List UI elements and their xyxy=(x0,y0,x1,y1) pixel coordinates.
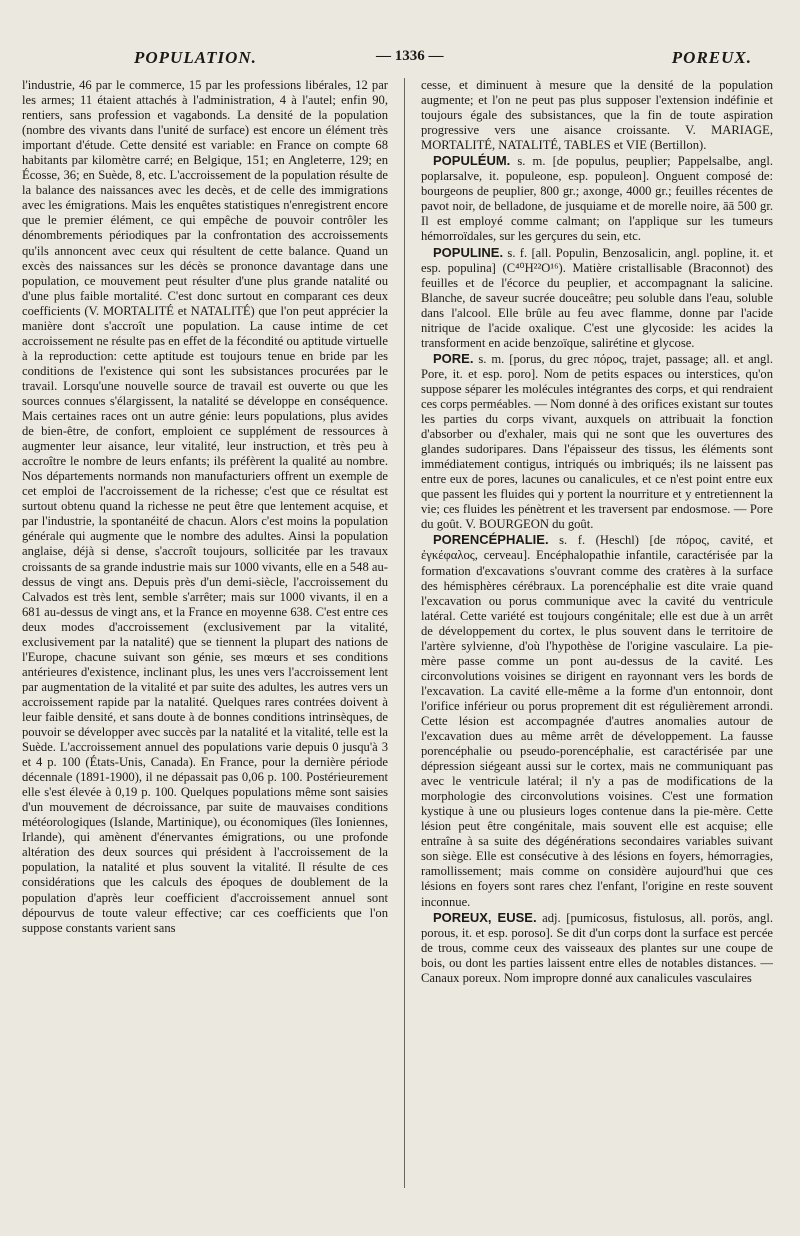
page-number: — 1336 — xyxy=(376,48,444,64)
population-entry-end: cesse, et diminuent à mesure que la densité de la population augmente; et l'on ne peut pas plus supposer l'extension indéfinie et toujours égale des subsistances, que la fin de toute aspiration progressive vers une aisance croissante. V. MARIAGE, MORTALITÉ, NATALITÉ, TABLES et VIE (Bertillon). xyxy=(421,78,773,153)
entry-text-pore: s. m. [porus, du grec πόρος, trajet, passage; all. et angl. Pore, it. et esp. poro]. Nom de petits espaces ou interstices, qu'on suppose séparer les molécules intégrantes des corps, et qui rendraient ces corps perméables. — Nom donné à des orifices existant sur toutes les parties du corps vivant, auxquels on attribuait la fonction d'absorber ou d'exhaler, mais qui ne sont que les ouvertures des glandes sudoripares. Dans l'épaisseur des tissus, les éléments sont immédiatement contigus, intriqués ou imbriqués; ils ne laissent pas entre eux de pores, lacunes ou canalicules, et ce n'est point entre eux que passent les fluides qui y portent la nourriture et y entretiennent la vie; ces fluides les pénètrent et les traversent par endosmose. — Pore du goût. V. BOURGEON du goût. xyxy=(421,351,773,532)
left-column xyxy=(22,78,388,1198)
entry-porencephalie xyxy=(421,532,773,909)
entry-populine xyxy=(421,245,773,351)
right-column xyxy=(421,78,773,1198)
headword-populeum: POPULÉUM. xyxy=(433,153,511,169)
header-right-word: POREUX. xyxy=(671,48,752,67)
headword-populine: POPULINE. xyxy=(433,244,504,260)
entry-poreux xyxy=(421,910,773,986)
entry-text-poreux: adj. [pumicosus, fistulosus, all. porös, angl. porous, it. et esp. poroso]. Se dit d'un corps dont la surface est percée de trous, comme ceux des vaisseaux des plantes sur une coupe de bois, ou dont les parties laissent entre elles de notables distances. — Canaux poreux. Nom impropre donné aux canalicules vasculaires xyxy=(421,910,773,985)
entry-text-populeum: s. m. [de populus, peuplier; Pappelsalbe, angl. poplarsalve, it. populeone, esp. populeon]. Onguent composé de: bourgeons de peuplier, 800 gr.; axonge, 4000 gr.; feuilles récentes de pavot noir, de belladone, de jusquiame et de morelle noire, āā 500 gr. Il est employé comme calmant; on l'applique sur les tumeurs hémorroïdales, sur les gerçures du sein, etc. xyxy=(421,154,773,244)
column-divider xyxy=(404,78,405,1188)
entry-text-porencephalie: s. f. (Heschl) [de πόρος, cavité, et ἐγκέφαλος, cerveau]. Encéphalopathie infantile, caractérisée par la formation d'excavations s'ouvrant comme des cratères à la surface des hémisphères cérébraux. La porencéphalie est dite vraie quand l'excavation ou porus communique avec la cavité du ventricule latéral. Cette variété est toujours congénitale; elle est due à un arrêt de développement du cortex, le plus souvent dans le territoire de l'artère sylvienne, d'où l'hypothèse de l'origine vasculaire. La pie-mère passe comme un pont au-dessus de la cavité. Les circonvolutions voisines se dirigent en rayonnant vers les bords de l'excavation. La cavité elle-même a la forme d'un entonnoir, dont l'orifice inférieur ou porus proprement dit est régulièrement arrondi. Cette lésion est accompagnée d'autres anomalies autour de l'excavation dues au même arrêt de développement. La fausse porencéphalie ou pseudo-porencéphalie, est caractérisée par une dépression siégeant aussi sur le cortex, mais ne communiquant pas avec le ventricule latéral; il n'y a pas de modifications de la morphologie des circonvolutions voisines. C'est une formation kystique à une ou plusieurs loges contenue dans la pie-mère. Cette lésion peut être congénitale, mais souvent elle est acquise; elle entraîne à sa suite des dégénérations secondaires variables suivant son siège. Elle est consécutive à des lésions en foyers, hémorragies, ramollissement; mais comme on considère aujourd'hui que ces lésions en foyers sont rares chez l'enfant, l'origine en reste souvent inconnue. xyxy=(421,533,773,909)
population-entry-continuation: l'industrie, 46 par le commerce, 15 par les professions libérales, 12 par les armes; 11 étaient attachés à l'administration, 4 à l'autel; enfin 90, rentiers, sans profession et vagabonds. La densité de la population (nombre des vivants dans l'unité de surface) est encore un élément très important d'étude. Cette densité est variable: en France on compte 68 habitants par kilomètre carré; en Belgique, 151; en Angleterre, 129; en Écosse, 36; en Suède, 8, etc. L'accroissement de la population résulte de la balance des naissances avec les decès, et de celle des immigrations avec les émigrations. Mais les enquêtes statistiques n'enregistrent encore que le premier élément, ce qui empêche de pouvoir contrôler les dénombrements périodiques par la confrontation des accroissements qu'ils annoncent avec ceux qui résultent de cette balance. Quand un excès des naissances sur les décès se prononce davantage dans une population, ce mouvement peut résulter d'une plus grande natalité ou d'une plus faible mortalité. C'est donc surtout en comparant ces deux coefficients (V. MORTALITÉ et NATALITÉ) que l'on peut apprécier la manière dont s'accroît une population. La cause intime de cet accroissement ne résulte pas en effet de la fécondité ou aptitude virtuelle à la reproduction: cette aptitude est toujours tenue en bride par les conditions de l'existence qui sont les subsistances procurées par le travail. Lorsqu'une nouvelle source de travail est ouverte ou que les sources connues s'élargissent, la natalité se développe en conséquence. Mais certaines races ont un autre génie: leurs populations, plus avides de bien-être, de confort, emploient ce supplément de ressources à augmenter leur aisance, leur vitalité, leur instruction, et très peu à accroître le nombre de leurs enfants; ils préfèrent la qualité au nombre. Nos départements normands non manufacturiers offrent un exemple de cet emploi de l'accroissement de la richesse; c'est que ce résultat est surtout obtenu quand la richesse ne peut être que lentement acquise, et par l'industrie, la spontanéité de chacun. Alors c'est moins la population générale qui augmente que le nombre des adultes. Ainsi la population anglaise, déjà si dense, s'accroît toujours, sollicitée par les travaux croissants de sa grande industrie mais sur 1000 vivants, elle en a 548 au-dessus de vingt ans. Depuis près d'un demi-siècle, l'accroissement du Calvados est très lent, semble s'arrêter; mais sur 1000 vivants, il en a 681 au-dessus de vingt ans, et la France en moyenne 638. C'est entre ces deux modes d'accroissement (exclusivement par la vitalité, exclusivement par la natalité) que se tiennent la plupart des nations de l'Europe, chacune suivant son génie, ses mœurs et ses conditions antérieures d'existence, inclinant plus, les unes vers l'accroissement lent par augmentation de la vitalité et par suite des adultes, les autres vers un accroissement rapide par la natalité. Quelques rares contrées doivent à leur faible densité, et sans doute à de bonnes conditions intrinsèques, de pouvoir se développer avec succès par la natalité et la vitalité, telle est la Suède. L'accroissement annuel des populations varie depuis 0 jusqu'à 3 et 4 p. 100 (États-Unis, Canada). En France, pour la dernière période décennale (1891-1900), il ne dépassait pas 0,06 p. 100. Postérieurement elle s'est élevée à 0,19 p. 100. Quelques populations même sont saisies d'un mouvement de décroissance, par suite de mauvaises conditions météorologiques (Islande, Martinique), ou économiques (îles Ioniennes, Irlande), qui amènent d'énervantes émigrations, ou une profonde altération des deux sources qui président à l'accroissement de la population, la natalité et plus souvent la vitalité. Il résulte de ces considérations que les calculs des époques de doublement de la population d'après leur coefficient d'accroissement annuel sont dépourvus de toute valeur effective; car ces coefficients que l'on suppose constants varient sans xyxy=(22,78,388,935)
entry-text-populine: s. f. [all. Populin, Benzosalicin, angl. popline, it. et esp. populina] (C⁴⁰H²²O¹⁶). Matière cristallisable (Braconnot) des feuilles et de l'écorce du peuplier, et accompagnant la salicine. Blanche, de saveur sucrée douceâtre; peu soluble dans l'eau, soluble dans l'alcool. Elle brûle au feu avec flamme, donne par l'acide nitrique de l'acide oxalique. C'est une glycoside: les acides la transforment en acide benzoïque, salirétine et glycose. xyxy=(421,245,773,350)
headword-poreux: POREUX, EUSE. xyxy=(433,909,537,925)
header-left-word: POPULATION. xyxy=(134,48,257,67)
running-head xyxy=(24,48,776,72)
entry-populeum xyxy=(421,153,773,244)
headword-porencephalie: PORENCÉPHALIE. xyxy=(433,532,549,548)
headword-pore: PORE. xyxy=(433,350,474,366)
entry-pore xyxy=(421,351,773,533)
